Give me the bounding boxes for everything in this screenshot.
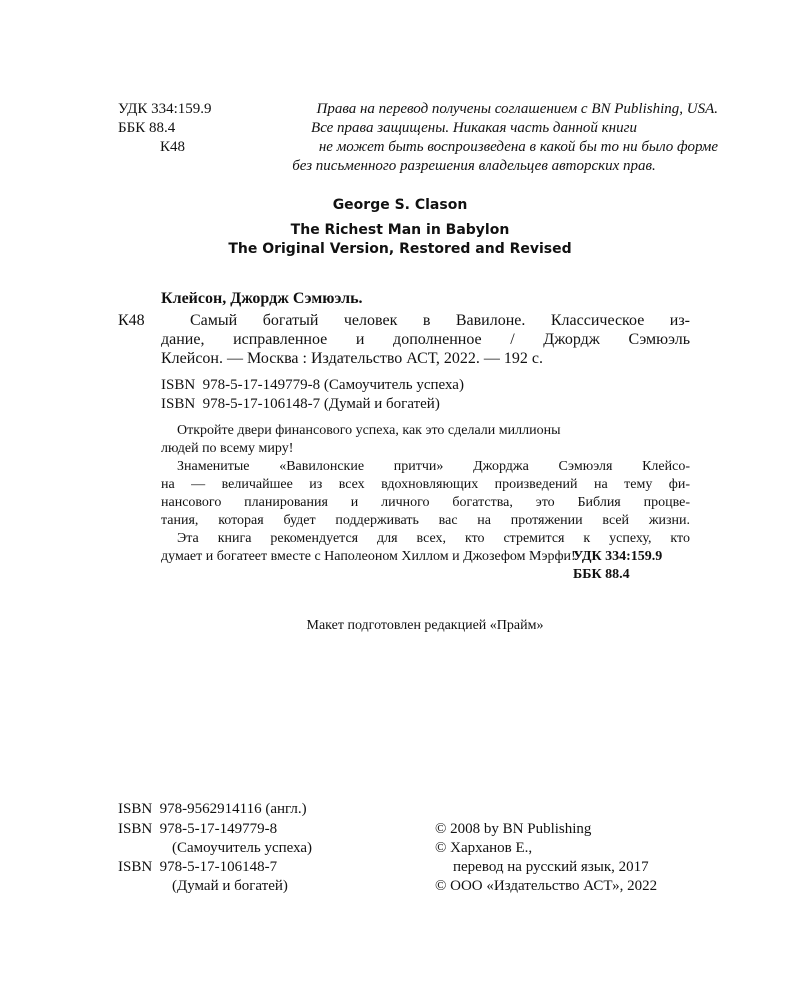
footer-isbn-3-series: (Думай и богатей) [172, 878, 288, 894]
annotation-line-1: Откройте двери финансового успеха, как это сделали миллионы [177, 423, 561, 438]
footer-isbn-1: ISBN 978-9562914116 (англ.) [118, 801, 307, 817]
record-isbn-2: ISBN 978-5-17-106148-7 (Думай и богатей) [161, 396, 440, 412]
annotation-udk: УДК 334:159.9 [573, 549, 663, 564]
footer-isbn-2-series: (Самоучитель успеха) [172, 840, 313, 856]
annotation-bbk: ББК 88.4 [573, 567, 630, 582]
annotation-line-7: Эта книга рекомендуется для всех, кто стремится к успеху, кто [177, 531, 690, 546]
annotation-line-2: людей по всему миру! [161, 441, 294, 456]
annotation-line-6: тания, которая будет поддерживать вас на протяжении всей жизни. [161, 513, 690, 528]
record-code: К48 [118, 312, 145, 329]
layout-note: Макет подготовлен редакцией «Прайм» [306, 618, 544, 633]
copyright-line-4: © ООО «Издательство АСТ», 2022 [435, 878, 658, 894]
header-k48: К48 [160, 139, 186, 155]
annotation-line-4: на — величайшее из всех вдохновляющих произведений на тему фи- [161, 477, 690, 492]
record-desc-line-1: Самый богатый человек в Вавилоне. Классическое из- [190, 312, 690, 329]
original-author: George S. Clason [332, 197, 468, 213]
original-title-1: The Richest Man in Babylon [290, 222, 510, 238]
record-isbn-1: ISBN 978-5-17-149779-8 (Самоучитель успеха) [161, 377, 464, 393]
rights-line-4: без письменного разрешения владельцев авторских прав. [292, 158, 656, 174]
footer-isbn-2: ISBN 978-5-17-149779-8 [118, 821, 278, 837]
header-bbk: ББК 88.4 [118, 120, 176, 136]
annotation-line-3: Знаменитые «Вавилонские притчи» Джорджа Сэмюэля Клейсо- [177, 459, 690, 474]
rights-line-2: Все права защищены. Никакая часть данной книги [311, 120, 637, 136]
annotation-line-5: нансового планирования и личного богатства, это Библия процве- [161, 495, 690, 510]
footer-isbn-3: ISBN 978-5-17-106148-7 [118, 859, 278, 875]
copyright-line-3: перевод на русский язык, 2017 [453, 859, 649, 875]
header-udk: УДК 334:159.9 [118, 101, 212, 117]
copyright-line-1: © 2008 by BN Publishing [435, 821, 592, 837]
copyright-line-2: © Харханов Е., [435, 840, 533, 856]
record-author-heading: Клейсон, Джордж Сэмюэль. [161, 290, 363, 307]
record-desc-line-3: Клейсон. — Москва : Издательство АСТ, 2022. — 192 с. [161, 350, 544, 367]
annotation-line-8: думает и богатеет вместе с Наполеоном Хиллом и Джозефом Мэрфи! [161, 549, 576, 564]
rights-line-1: Права на перевод получены соглашением с BN Publishing, USA. [316, 101, 718, 117]
original-title-2: The Original Version, Restored and Revised [228, 241, 572, 257]
rights-line-3: не может быть воспроизведена в какой бы то ни было форме [318, 139, 718, 155]
record-desc-line-2: дание, исправленное и дополненное / Джордж Сэмюэль [161, 331, 690, 348]
